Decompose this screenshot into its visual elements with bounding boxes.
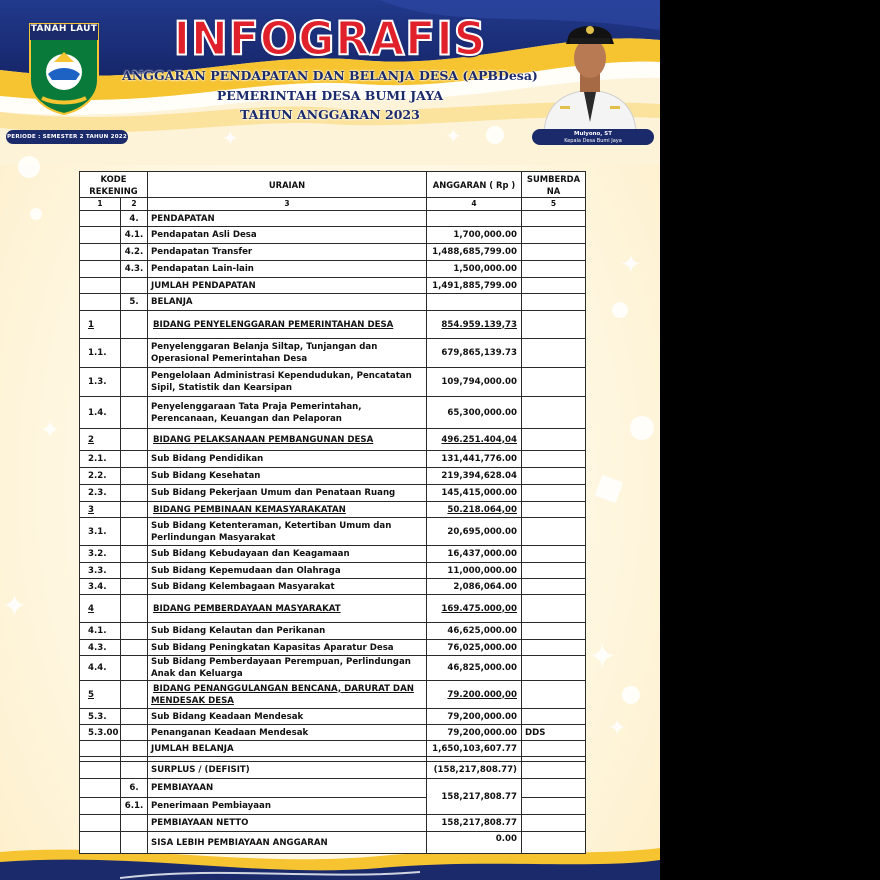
sumberdana-cell — [522, 595, 586, 623]
anggaran-cell: 158,217,808.77 — [427, 815, 522, 832]
kode-level-2 — [121, 563, 148, 579]
sparkle-decoration: ✦ — [608, 716, 627, 741]
sumberdana-cell — [522, 546, 586, 563]
bubble-decoration — [622, 686, 640, 704]
anggaran-cell-text: 50.218.064,00 — [447, 504, 517, 515]
table-row — [80, 261, 586, 278]
subtitle-apbdesa: ANGGARAN PENDAPATAN DAN BELANJA DESA (APBDesa) — [122, 68, 538, 83]
anggaran-cell: 2,086,064.00 — [427, 579, 522, 595]
uraian-cell: Penyelenggaran Belanja Siltap, Tunjangan dan Operasional Pemerintahan Desa — [148, 339, 427, 368]
table-row — [80, 397, 586, 429]
table-row — [80, 368, 586, 397]
kode-level-2: 4.1. — [121, 227, 148, 244]
uraian-cell: Penerimaan Pembiayaan — [148, 798, 427, 815]
uraian-cell: Sub Bidang Kelembagaan Masyarakat — [148, 579, 427, 595]
anggaran-cell: (158,217,808.77) — [427, 762, 522, 779]
sparkle-decoration: ✦ — [2, 589, 28, 624]
kode-level-1: 2.3. — [80, 485, 121, 502]
table-row-bidang — [80, 595, 586, 623]
uraian-cell: Pendapatan Asli Desa — [148, 227, 427, 244]
uraian-cell: Sub Bidang Kepemudaan dan Olahraga — [148, 563, 427, 579]
sumberdana-cell — [522, 211, 586, 227]
table-row — [80, 227, 586, 244]
kode-level-2 — [121, 339, 148, 368]
kode-level-1 — [80, 832, 121, 854]
sparkle-decoration: ✦ — [445, 124, 462, 148]
tanah-laut-regency-emblem — [28, 22, 100, 116]
uraian-cell: Penyelenggaraan Tata Praja Pemerintahan, Perencanaan, Keuangan dan Pelaporan — [148, 397, 427, 429]
sumberdana-cell — [522, 294, 586, 311]
table-row — [80, 762, 586, 779]
sparkle-decoration: ✦ — [40, 416, 61, 444]
anggaran-cell: 79,200,000.00 — [427, 725, 522, 741]
kode-level-2 — [121, 623, 148, 640]
anggaran-cell: 158,217,808.77 — [427, 779, 522, 815]
bubble-decoration — [486, 126, 504, 144]
column-number: 5 — [522, 198, 586, 211]
uraian-cell: PEMBIAYAAN — [148, 779, 427, 798]
anggaran-cell: 219,394,628.04 — [427, 468, 522, 485]
kode-level-1: 4.3. — [80, 640, 121, 656]
sumberdana-cell — [522, 339, 586, 368]
kode-level-2 — [121, 681, 148, 709]
table-row — [80, 451, 586, 468]
kode-level-1-text: 4 — [88, 603, 94, 614]
column-number: 3 — [148, 198, 427, 211]
anggaran-cell-text: 79.200.000,00 — [447, 689, 517, 700]
uraian-cell: SURPLUS / (DEFISIT) — [148, 762, 427, 779]
uraian-cell-text: BIDANG PELAKSANAAN PEMBANGUNAN DESA — [153, 434, 374, 445]
anggaran-cell — [427, 211, 522, 227]
kode-level-2: 6. — [121, 779, 148, 798]
sumberdana-cell — [522, 518, 586, 546]
uraian-cell-text: BIDANG PEMBINAAN KEMASYARAKATAN — [153, 504, 346, 515]
table-row — [80, 832, 586, 854]
kode-level-2 — [121, 640, 148, 656]
uraian-cell: Sub Bidang Pemberdayaan Perempuan, Perlindungan Anak dan Keluarga — [148, 656, 427, 681]
kode-level-1 — [80, 244, 121, 261]
anggaran-cell: 1,488,685,799.00 — [427, 244, 522, 261]
kode-level-1 — [80, 429, 121, 451]
sumberdana-cell — [522, 623, 586, 640]
kode-level-1 — [80, 278, 121, 294]
table-row — [80, 518, 586, 546]
table-row — [80, 485, 586, 502]
table-row — [80, 278, 586, 294]
column-number: 4 — [427, 198, 522, 211]
official-caption — [532, 129, 654, 145]
bubble-decoration — [630, 416, 654, 440]
uraian-cell: JUMLAH PENDAPATAN — [148, 278, 427, 294]
anggaran-cell: 131,441,776.00 — [427, 451, 522, 468]
kode-level-2 — [121, 709, 148, 725]
budget-table — [79, 171, 586, 854]
sumberdana-cell — [522, 278, 586, 294]
uraian-cell: Pengelolaan Administrasi Kependudukan, Pencatatan Sipil, Statistik dan Kearsipan — [148, 368, 427, 397]
kode-level-1: 1.4. — [80, 397, 121, 429]
bubble-decoration — [30, 208, 42, 220]
kode-level-1: 4.1. — [80, 623, 121, 640]
bubble-decoration — [612, 302, 628, 318]
kode-level-1 — [80, 211, 121, 227]
sumberdana-cell: DDS — [522, 725, 586, 741]
kode-level-2 — [121, 815, 148, 832]
kode-level-1 — [80, 261, 121, 278]
uraian-cell: Sub Bidang Pekerjaan Umum dan Penataan Ruang — [148, 485, 427, 502]
sumberdana-cell — [522, 741, 586, 757]
table-header-row — [80, 172, 586, 198]
table-row-bidang — [80, 502, 586, 518]
uraian-cell: PENDAPATAN — [148, 211, 427, 227]
anggaran-cell: 1,491,885,799.00 — [427, 278, 522, 294]
table-row — [80, 546, 586, 563]
kode-level-1 — [80, 798, 121, 815]
table-row — [80, 339, 586, 368]
sumberdana-cell — [522, 815, 586, 832]
header-kode-rekening: KODE REKENING — [80, 172, 148, 198]
anggaran-cell: 0.00 — [427, 832, 522, 854]
header-anggaran: ANGGARAN ( Rp ) — [427, 172, 522, 198]
uraian-cell — [148, 595, 427, 623]
kode-level-1: 3.3. — [80, 563, 121, 579]
anggaran-cell-text: 854.959.139,73 — [441, 319, 517, 330]
kode-level-2 — [121, 832, 148, 854]
uraian-cell: Sub Bidang Pendidikan — [148, 451, 427, 468]
anggaran-cell: 1,700,000.00 — [427, 227, 522, 244]
subtitle-village: PEMERINTAH DESA BUMI JAYA — [216, 88, 444, 103]
uraian-cell: BELANJA — [148, 294, 427, 311]
kode-level-2: 4.2. — [121, 244, 148, 261]
sumberdana-cell — [522, 656, 586, 681]
kode-level-2 — [121, 311, 148, 339]
table-row-bidang — [80, 429, 586, 451]
column-number: 1 — [80, 198, 121, 211]
kode-level-2 — [121, 368, 148, 397]
official-title: Kepala Desa Bumi Jaya — [564, 138, 622, 144]
kode-level-2 — [121, 595, 148, 623]
uraian-cell: Pendapatan Lain-lain — [148, 261, 427, 278]
uraian-cell: Sub Bidang Kesehatan — [148, 468, 427, 485]
sumberdana-cell — [522, 681, 586, 709]
kode-level-1 — [80, 227, 121, 244]
anggaran-cell: 46,625,000.00 — [427, 623, 522, 640]
anggaran-cell — [427, 311, 522, 339]
uraian-cell-text: BIDANG PENYELENGGARAN PEMERINTAHAN DESA — [153, 319, 394, 330]
kode-level-2 — [121, 502, 148, 518]
table-row — [80, 815, 586, 832]
sumberdana-cell — [522, 779, 586, 798]
anggaran-cell: 145,415,000.00 — [427, 485, 522, 502]
uraian-cell: Pendapatan Transfer — [148, 244, 427, 261]
sumberdana-cell — [522, 832, 586, 854]
sparkle-decoration: ✦ — [588, 637, 617, 677]
table-row — [80, 640, 586, 656]
anggaran-cell-text: 496.251.404,04 — [441, 434, 517, 445]
uraian-cell-text: BIDANG PENANGGULANGAN BENCANA, DARURAT DAN MENDESAK DESA — [151, 683, 414, 706]
table-row — [80, 468, 586, 485]
kode-level-2: 5. — [121, 294, 148, 311]
table-row-bidang — [80, 681, 586, 709]
anggaran-cell: 79,200,000.00 — [427, 709, 522, 725]
anggaran-cell — [427, 429, 522, 451]
uraian-cell: Sub Bidang Kebudayaan dan Keagamaan — [148, 546, 427, 563]
kode-level-2 — [121, 468, 148, 485]
kode-level-2 — [121, 451, 148, 468]
kode-level-1-text: 3 — [88, 504, 94, 515]
uraian-cell — [148, 681, 427, 709]
sumberdana-cell — [522, 227, 586, 244]
budget-table-body — [80, 172, 586, 854]
kode-level-1: 3.1. — [80, 518, 121, 546]
uraian-cell: PEMBIAYAAN NETTO — [148, 815, 427, 832]
kode-level-1 — [80, 762, 121, 779]
kode-level-1: 2.2. — [80, 468, 121, 485]
table-row — [80, 623, 586, 640]
kode-level-1-text: 1 — [88, 319, 94, 330]
table-row — [80, 725, 586, 741]
kode-level-1: 5.3.00 — [80, 725, 121, 741]
anggaran-cell — [427, 595, 522, 623]
uraian-cell: Sub Bidang Ketenteraman, Ketertiban Umum dan Perlindungan Masyarakat — [148, 518, 427, 546]
kode-level-2 — [121, 397, 148, 429]
bubble-decoration — [595, 475, 623, 503]
kode-level-2 — [121, 741, 148, 757]
anggaran-cell: 109,794,000.00 — [427, 368, 522, 397]
table-row — [80, 741, 586, 757]
sumberdana-cell — [522, 429, 586, 451]
kode-level-2: 4. — [121, 211, 148, 227]
kode-level-1 — [80, 311, 121, 339]
kode-level-2 — [121, 762, 148, 779]
kode-level-2 — [121, 656, 148, 681]
kode-level-2 — [121, 429, 148, 451]
anggaran-cell: 76,025,000.00 — [427, 640, 522, 656]
sumberdana-cell — [522, 709, 586, 725]
page-title: INFOGRAFIS — [173, 12, 487, 67]
kode-level-1: 5.3. — [80, 709, 121, 725]
sumberdana-cell — [522, 798, 586, 815]
sumberdana-cell — [522, 485, 586, 502]
kode-level-1: 3.2. — [80, 546, 121, 563]
sumberdana-cell — [522, 261, 586, 278]
kode-level-1 — [80, 502, 121, 518]
uraian-cell — [148, 311, 427, 339]
kode-level-2: 4.3. — [121, 261, 148, 278]
sumberdana-cell — [522, 397, 586, 429]
kode-level-2: 6.1. — [121, 798, 148, 815]
table-row-bidang — [80, 311, 586, 339]
sumberdana-cell — [522, 563, 586, 579]
anggaran-cell: 1,500,000.00 — [427, 261, 522, 278]
sumberdana-cell — [522, 762, 586, 779]
anggaran-cell: 16,437,000.00 — [427, 546, 522, 563]
kode-level-1: 3.4. — [80, 579, 121, 595]
table-row — [80, 779, 586, 798]
village-head-portrait — [540, 10, 640, 132]
uraian-cell: JUMLAH BELANJA — [148, 741, 427, 757]
table-row — [80, 579, 586, 595]
kode-level-2 — [121, 485, 148, 502]
sumberdana-cell — [522, 451, 586, 468]
column-number: 2 — [121, 198, 148, 211]
kode-level-1-text: 2 — [88, 434, 94, 445]
uraian-cell — [148, 502, 427, 518]
sumberdana-cell — [522, 579, 586, 595]
anggaran-cell: 1,650,103,607.77 — [427, 741, 522, 757]
uraian-cell: SISA LEBIH PEMBIAYAAN ANGGARAN — [148, 832, 427, 854]
table-row — [80, 211, 586, 227]
uraian-cell: Sub Bidang Kelautan dan Perikanan — [148, 623, 427, 640]
uraian-cell-text: BIDANG PEMBERDAYAAN MASYARAKAT — [153, 603, 341, 614]
sumberdana-cell — [522, 368, 586, 397]
kode-level-1 — [80, 741, 121, 757]
sumberdana-cell — [522, 468, 586, 485]
kode-level-1 — [80, 595, 121, 623]
logo-label: TANAH LAUT — [30, 24, 98, 34]
header-uraian: URAIAN — [148, 172, 427, 198]
sparkle-decoration: ✦ — [222, 126, 239, 150]
sumberdana-cell — [522, 640, 586, 656]
kode-level-1 — [80, 815, 121, 832]
anggaran-cell — [427, 681, 522, 709]
anggaran-cell: 11,000,000.00 — [427, 563, 522, 579]
header-sumberdana: SUMBERDA NA — [522, 172, 586, 198]
anggaran-cell-text: 169.475.000,00 — [441, 603, 517, 614]
anggaran-cell: 65,300,000.00 — [427, 397, 522, 429]
kode-level-2 — [121, 518, 148, 546]
anggaran-cell: 46,825,000.00 — [427, 656, 522, 681]
table-row — [80, 563, 586, 579]
anggaran-cell — [427, 502, 522, 518]
sumberdana-cell — [522, 244, 586, 261]
kode-level-2 — [121, 278, 148, 294]
uraian-cell: Penanganan Keadaan Mendesak — [148, 725, 427, 741]
table-row — [80, 656, 586, 681]
uraian-cell — [148, 429, 427, 451]
kode-level-1: 4.4. — [80, 656, 121, 681]
table-row — [80, 294, 586, 311]
anggaran-cell: 679,865,139.73 — [427, 339, 522, 368]
uraian-cell: Sub Bidang Peningkatan Kapasitas Aparatur Desa — [148, 640, 427, 656]
kode-level-1: 2.1. — [80, 451, 121, 468]
kode-level-1: 1.1. — [80, 339, 121, 368]
kode-level-2 — [121, 546, 148, 563]
table-row — [80, 244, 586, 261]
column-number-row — [80, 198, 586, 211]
table-row — [80, 709, 586, 725]
period-badge: PERIODE : SEMESTER 2 TAHUN 2022 — [6, 130, 128, 144]
kode-level-1: 1.3. — [80, 368, 121, 397]
anggaran-cell: 20,695,000.00 — [427, 518, 522, 546]
kode-level-1 — [80, 681, 121, 709]
official-name: Mulyono, ST — [573, 131, 613, 137]
kode-level-1 — [80, 294, 121, 311]
bubble-decoration — [18, 156, 40, 178]
kode-level-1 — [80, 779, 121, 798]
anggaran-cell — [427, 294, 522, 311]
sparkle-decoration: ✦ — [620, 250, 642, 280]
uraian-cell: Sub Bidang Keadaan Mendesak — [148, 709, 427, 725]
subtitle-fiscal-year: TAHUN ANGGARAN 2023 — [240, 107, 420, 122]
sumberdana-cell — [522, 502, 586, 518]
kode-level-2 — [121, 579, 148, 595]
kode-level-1-text: 5 — [88, 689, 94, 700]
kode-level-2 — [121, 725, 148, 741]
sumberdana-cell — [522, 311, 586, 339]
